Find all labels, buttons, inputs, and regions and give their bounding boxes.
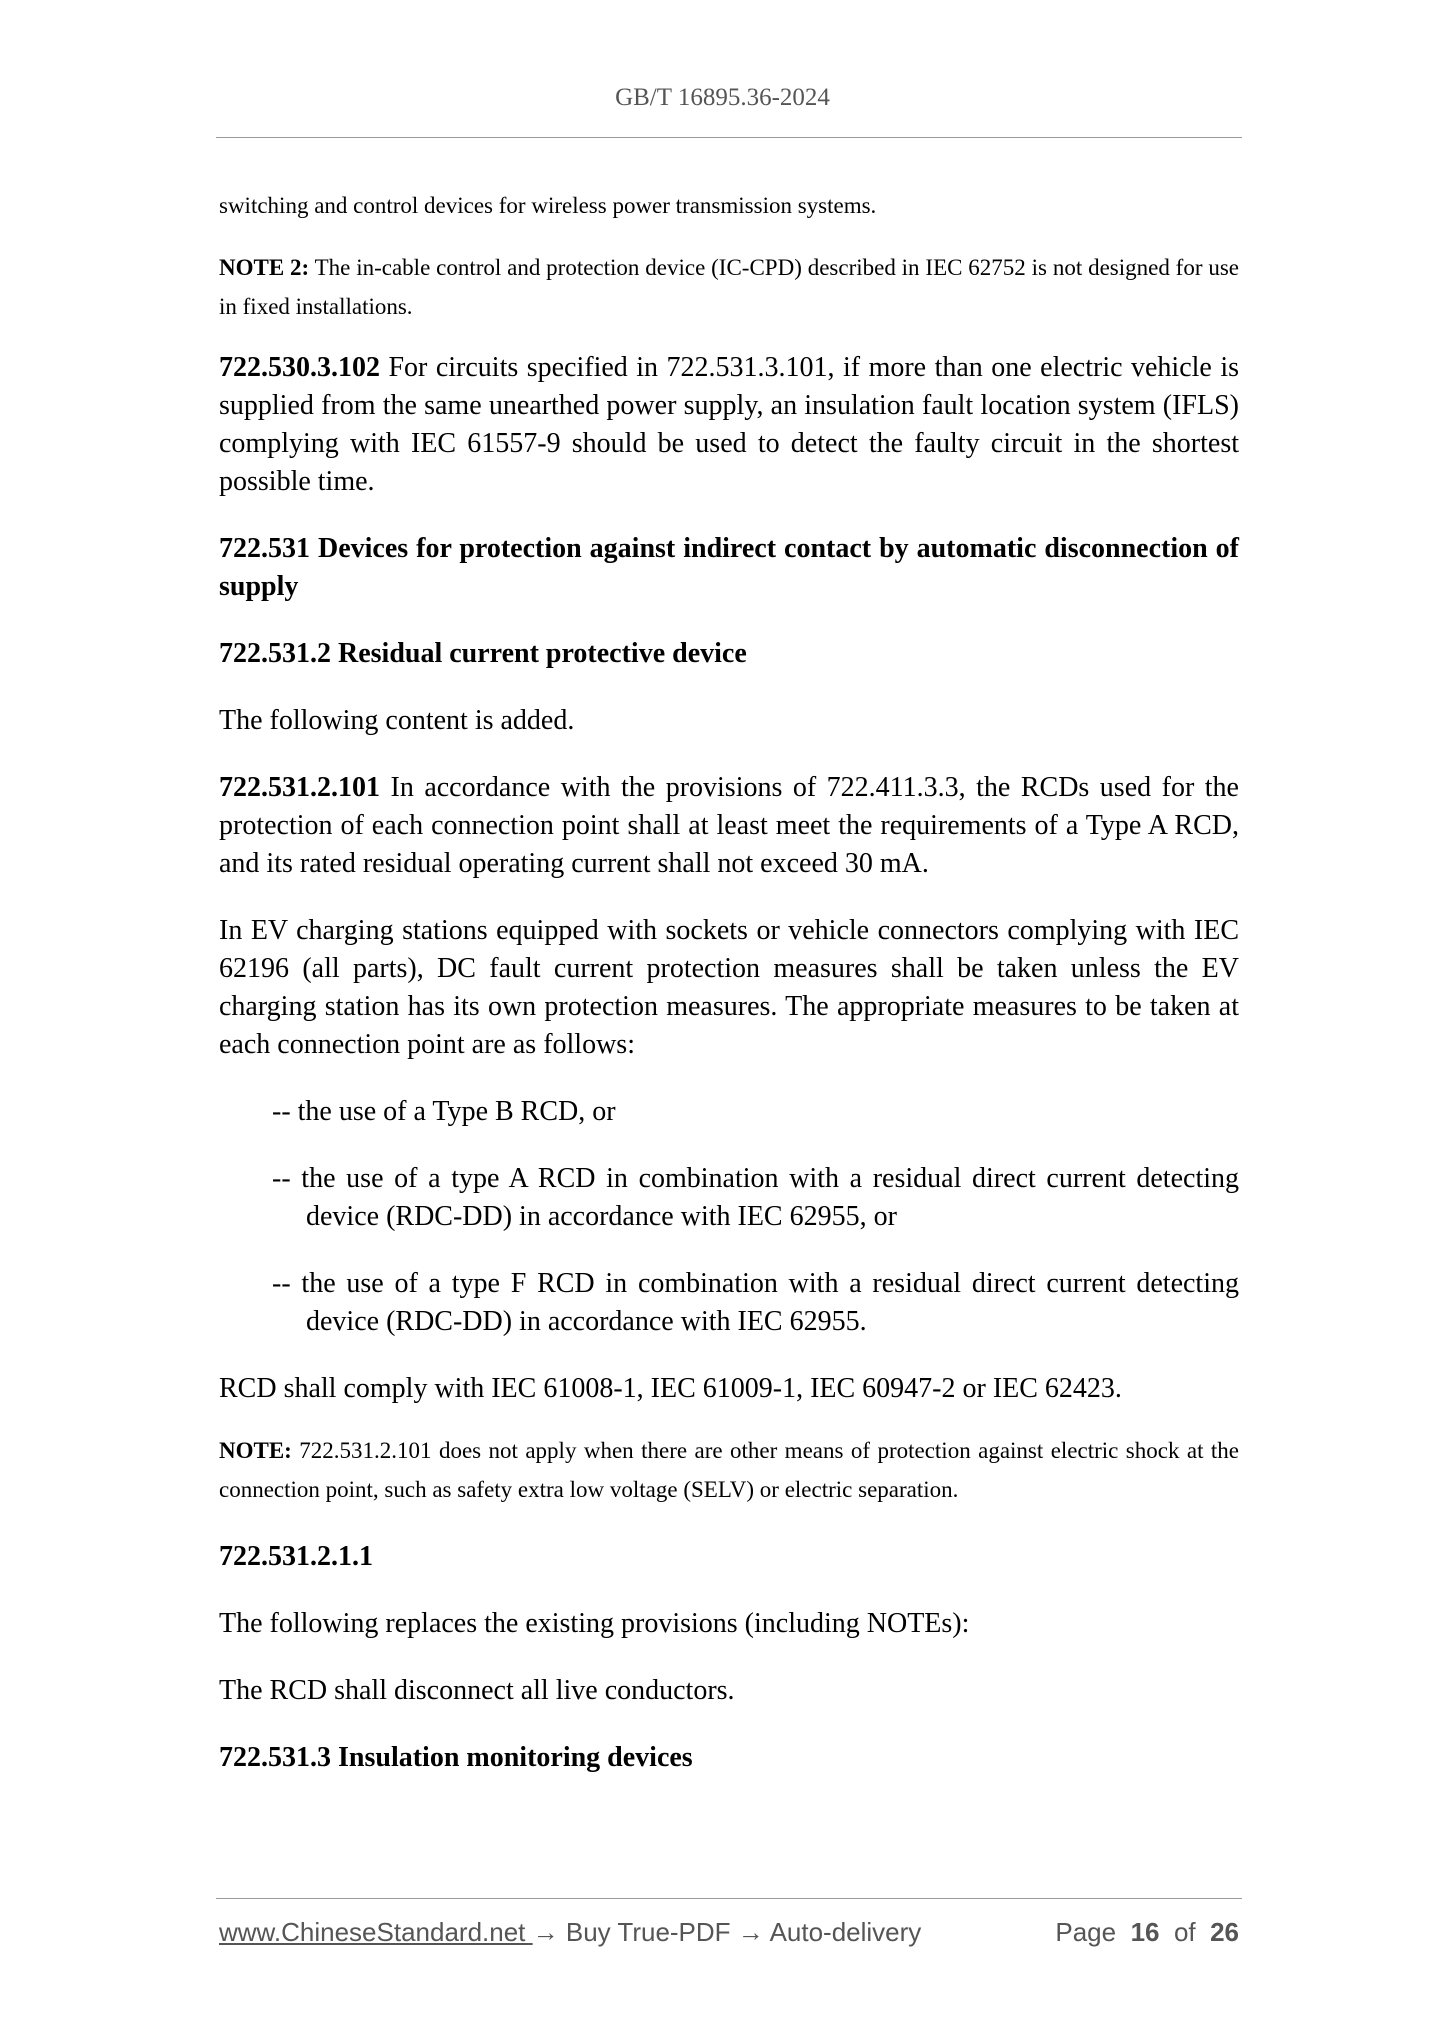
- rcd-disconnect-line: The RCD shall disconnect all live conductors.: [219, 1675, 735, 1706]
- measure-item: -- the use of a type F RCD in combination with a residual direct current detecting device (RDC-DD) in accordance with IEC 62955.: [272, 1268, 1239, 1337]
- added-line: The following content is added.: [219, 705, 575, 736]
- header-divider: [216, 137, 1242, 138]
- note-2: [219, 248, 1239, 326]
- note-label: NOTE:: [219, 1438, 292, 1463]
- clause-text: For circuits specified in 722.531.3.101, if more than one electric vehicle is supplied from the same unearthed power supply, an insulation fault location system (IFLS) complying with IEC 61557-9 should be used to detect the faulty circuit in the shortest possible time.: [219, 352, 1239, 497]
- measure-item: -- the use of a type A RCD in combination with a residual direct current detecting device (RDC-DD) in accordance with IEC 62955, or: [272, 1163, 1239, 1232]
- of-label: of: [1173, 1917, 1196, 1947]
- page-body: [219, 186, 1239, 1777]
- rcd-compliance-line: RCD shall comply with IEC 61008-1, IEC 61009-1, IEC 60947-2 or IEC 62423.: [219, 1373, 1122, 1404]
- page-label: Page: [1055, 1917, 1117, 1947]
- heading-722-531-2: 722.531.2 Residual current protective device: [219, 638, 747, 669]
- note-2-text: The in-cable control and protection device (IC-CPD) described in IEC 62752 is not designed for use in fixed installations.: [219, 255, 1239, 319]
- heading-722-531-3: 722.531.3 Insulation monitoring devices: [219, 1742, 693, 1773]
- replaces-line: The following replaces the existing provisions (including NOTEs):: [219, 1608, 970, 1639]
- footer-divider: [216, 1898, 1242, 1899]
- website-link[interactable]: www.ChineseStandard.net: [219, 1917, 533, 1947]
- clause-number: 722.530.3.102: [219, 352, 380, 383]
- document-code-header: GB/T 16895.36-2024: [615, 84, 830, 111]
- footer-trail-text: → Buy True-PDF → Auto-delivery: [532, 1917, 922, 1947]
- measure-item: -- the use of a Type B RCD, or: [272, 1096, 616, 1127]
- clause-722-530-3-102: [219, 349, 1239, 501]
- clause-number: 722.531.2.101: [219, 772, 380, 803]
- heading-722-531: 722.531 Devices for protection against indirect contact by automatic disconnection of supply: [219, 533, 1239, 602]
- clause-text: In accordance with the provisions of 722.411.3.3, the RCDs used for the protection of each connection point shall at least meet the requirements of a Type A RCD, and its rated residual operating current shall not exceed 30 mA.: [219, 772, 1239, 879]
- clause-722-531-2-101: [219, 769, 1239, 883]
- current-page-number: 16: [1130, 1917, 1160, 1947]
- intro-line: switching and control devices for wireless power transmission systems.: [219, 193, 877, 218]
- page-indicator: [1055, 1917, 1239, 1948]
- total-page-number: 26: [1210, 1917, 1239, 1947]
- note: [219, 1431, 1239, 1509]
- ev-charging-paragraph: In EV charging stations equipped with sockets or vehicle connectors complying with IEC 62196 (all parts), DC fault current protection measures shall be taken unless the EV charging station has its own protection measures. The appropriate measures to be taken at each connection point are as follows:: [219, 915, 1239, 1060]
- note-text: 722.531.2.101 does not apply when there are other means of protection against electric shock at the connection point, such as safety extra low voltage (SELV) or electric separation.: [219, 1438, 1239, 1502]
- page-footer: [219, 1917, 1239, 1948]
- note-2-label: NOTE 2:: [219, 255, 310, 280]
- heading-722-531-2-1-1: 722.531.2.1.1: [219, 1541, 373, 1572]
